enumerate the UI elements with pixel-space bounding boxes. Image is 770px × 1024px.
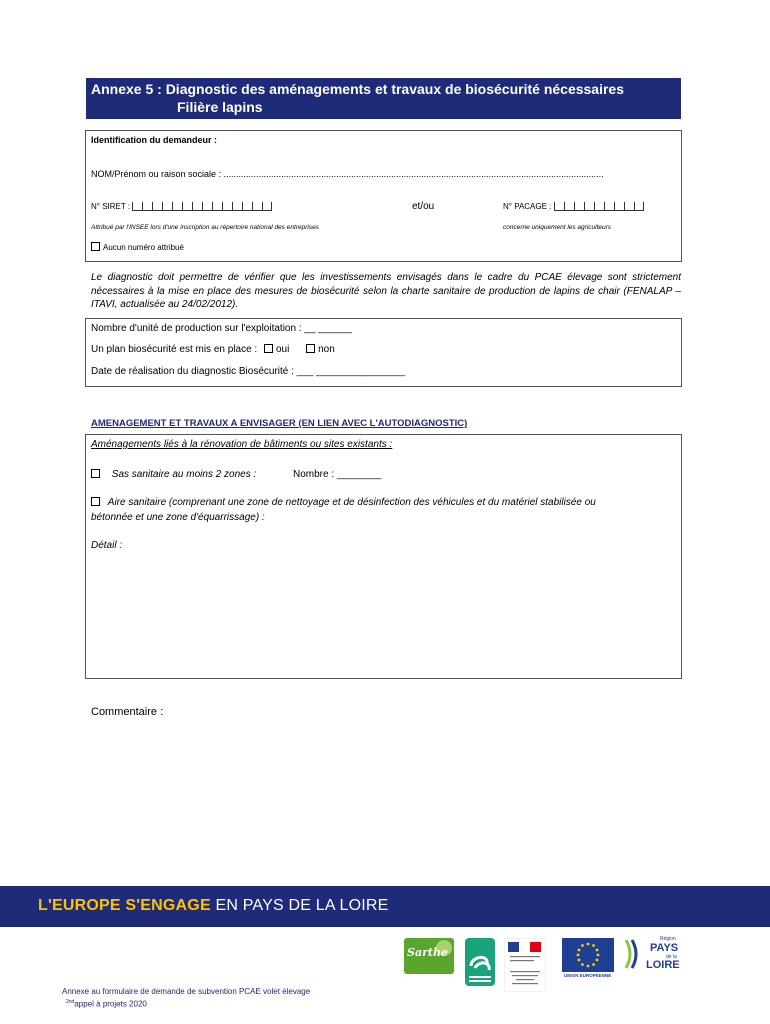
pacage-label: N° PACAGE : — [503, 202, 552, 211]
detail-text-area[interactable] — [91, 556, 676, 674]
sarthe-logo — [404, 938, 454, 974]
commentaire-area[interactable] — [91, 722, 681, 872]
sas-label: Sas sanitaire au moins 2 zones : — [111, 469, 257, 480]
europe-banner-text — [38, 897, 389, 915]
region-de-label: de la — [666, 954, 677, 960]
section-title: AMENAGEMENT ET TRAVAUX A ENVISAGER (EN LIEN AVEC L'AUTODIAGNOSTIC) — [91, 418, 468, 429]
no-number-checkbox[interactable] — [91, 242, 100, 251]
siret-field[interactable] — [91, 202, 272, 213]
footer-line-2-text: appel à projets 2020 — [74, 999, 147, 1009]
region-pays-label: PAYS — [650, 942, 679, 954]
region-loire-label: LOIRE — [646, 959, 680, 971]
plan-non-label: non — [318, 344, 335, 355]
pacage-note: concerne uniquement les agriculteurs — [503, 224, 612, 231]
siret-note: Attribué par l'INSEE lors d'une inscription au répertoire national des entreprises — [91, 224, 319, 231]
pacage-input-boxes[interactable] — [554, 202, 644, 213]
plan-label: Un plan biosécurité est mis en place : — [91, 344, 258, 355]
aire-option[interactable] — [91, 497, 596, 508]
region-small-label: Région — [660, 936, 676, 942]
etou-label: et/ou — [412, 201, 435, 212]
biosecurity-plan-row — [91, 344, 335, 355]
sas-nombre-field[interactable]: Nombre : ________ — [293, 469, 382, 480]
footer-line-2 — [66, 999, 147, 1009]
sas-option[interactable] — [91, 469, 256, 480]
title-line-1: Annexe 5 : Diagnostic des aménagements et travaux de biosécurité nécessaires — [91, 81, 624, 97]
no-number-option[interactable] — [91, 242, 184, 252]
siret-input-boxes[interactable] — [132, 202, 272, 213]
works-subtitle: Aménagements liés à la rénovation de bâtiments ou sites existants : — [91, 439, 393, 450]
siret-label: N° SIRET : — [91, 202, 131, 211]
eu-logo-text: UNION EUROPÉENNE — [564, 973, 612, 978]
region-pays-de-la-loire-logo — [622, 936, 682, 974]
aire-checkbox[interactable] — [91, 497, 100, 506]
banner-rest: EN PAYS DE LA LOIRE — [210, 897, 389, 914]
sas-checkbox[interactable] — [91, 469, 100, 478]
nom-field[interactable]: NOM/Prénom ou raison sociale : ........................................................................................................................................................ — [91, 169, 604, 179]
identification-heading: Identification du demandeur : — [91, 135, 218, 145]
plan-oui-label: oui — [275, 344, 290, 355]
plan-oui-checkbox[interactable] — [264, 344, 273, 353]
aire-label-line2: bétonnée et une zone d'équarrissage) : — [91, 512, 265, 523]
banner-highlight: L'EUROPE S'ENGAGE — [38, 897, 211, 914]
footer-line-1: Annexe au formulaire de demande de subvention PCAE volet élevage — [62, 987, 311, 996]
footer-sup: 2nd — [66, 999, 75, 1005]
commentaire-label: Commentaire : — [91, 706, 164, 718]
title-line-2: Filière lapins — [177, 99, 263, 115]
agriculture-agency-logo — [465, 938, 495, 986]
diagnostic-date-field[interactable]: Date de réalisation du diagnostic Biosécurité : ___ ________________ — [91, 366, 406, 377]
detail-label: Détail : — [91, 540, 123, 551]
sarthe-logo-text: Sarthe — [407, 946, 448, 959]
plan-non-checkbox[interactable] — [306, 344, 315, 353]
no-number-label: Aucun numéro attribué — [103, 243, 184, 252]
document-title — [86, 78, 681, 119]
eu-flag-logo — [562, 938, 614, 980]
pacage-field[interactable] — [503, 202, 644, 213]
production-units-field[interactable]: Nombre d'unité de production sur l'exploitation : __ ______ — [91, 323, 352, 334]
intro-paragraph: Le diagnostic doit permettre de vérifier que les investissements envisagés dans le cadre du PCAE élevage sont strictement nécessaires à la mise en place des mesures de biosécurité selon la charte sanitaire de production de lapins de chair (FENALAP – ITAVI, actualisée au 24/02/2012). — [91, 272, 681, 310]
aire-label-line1: Aire sanitaire (comprenant une zone de nettoyage et de désinfection des véhicules et du matériel stabilisée ou — [107, 497, 596, 508]
ministere-agriculture-logo — [504, 938, 546, 992]
